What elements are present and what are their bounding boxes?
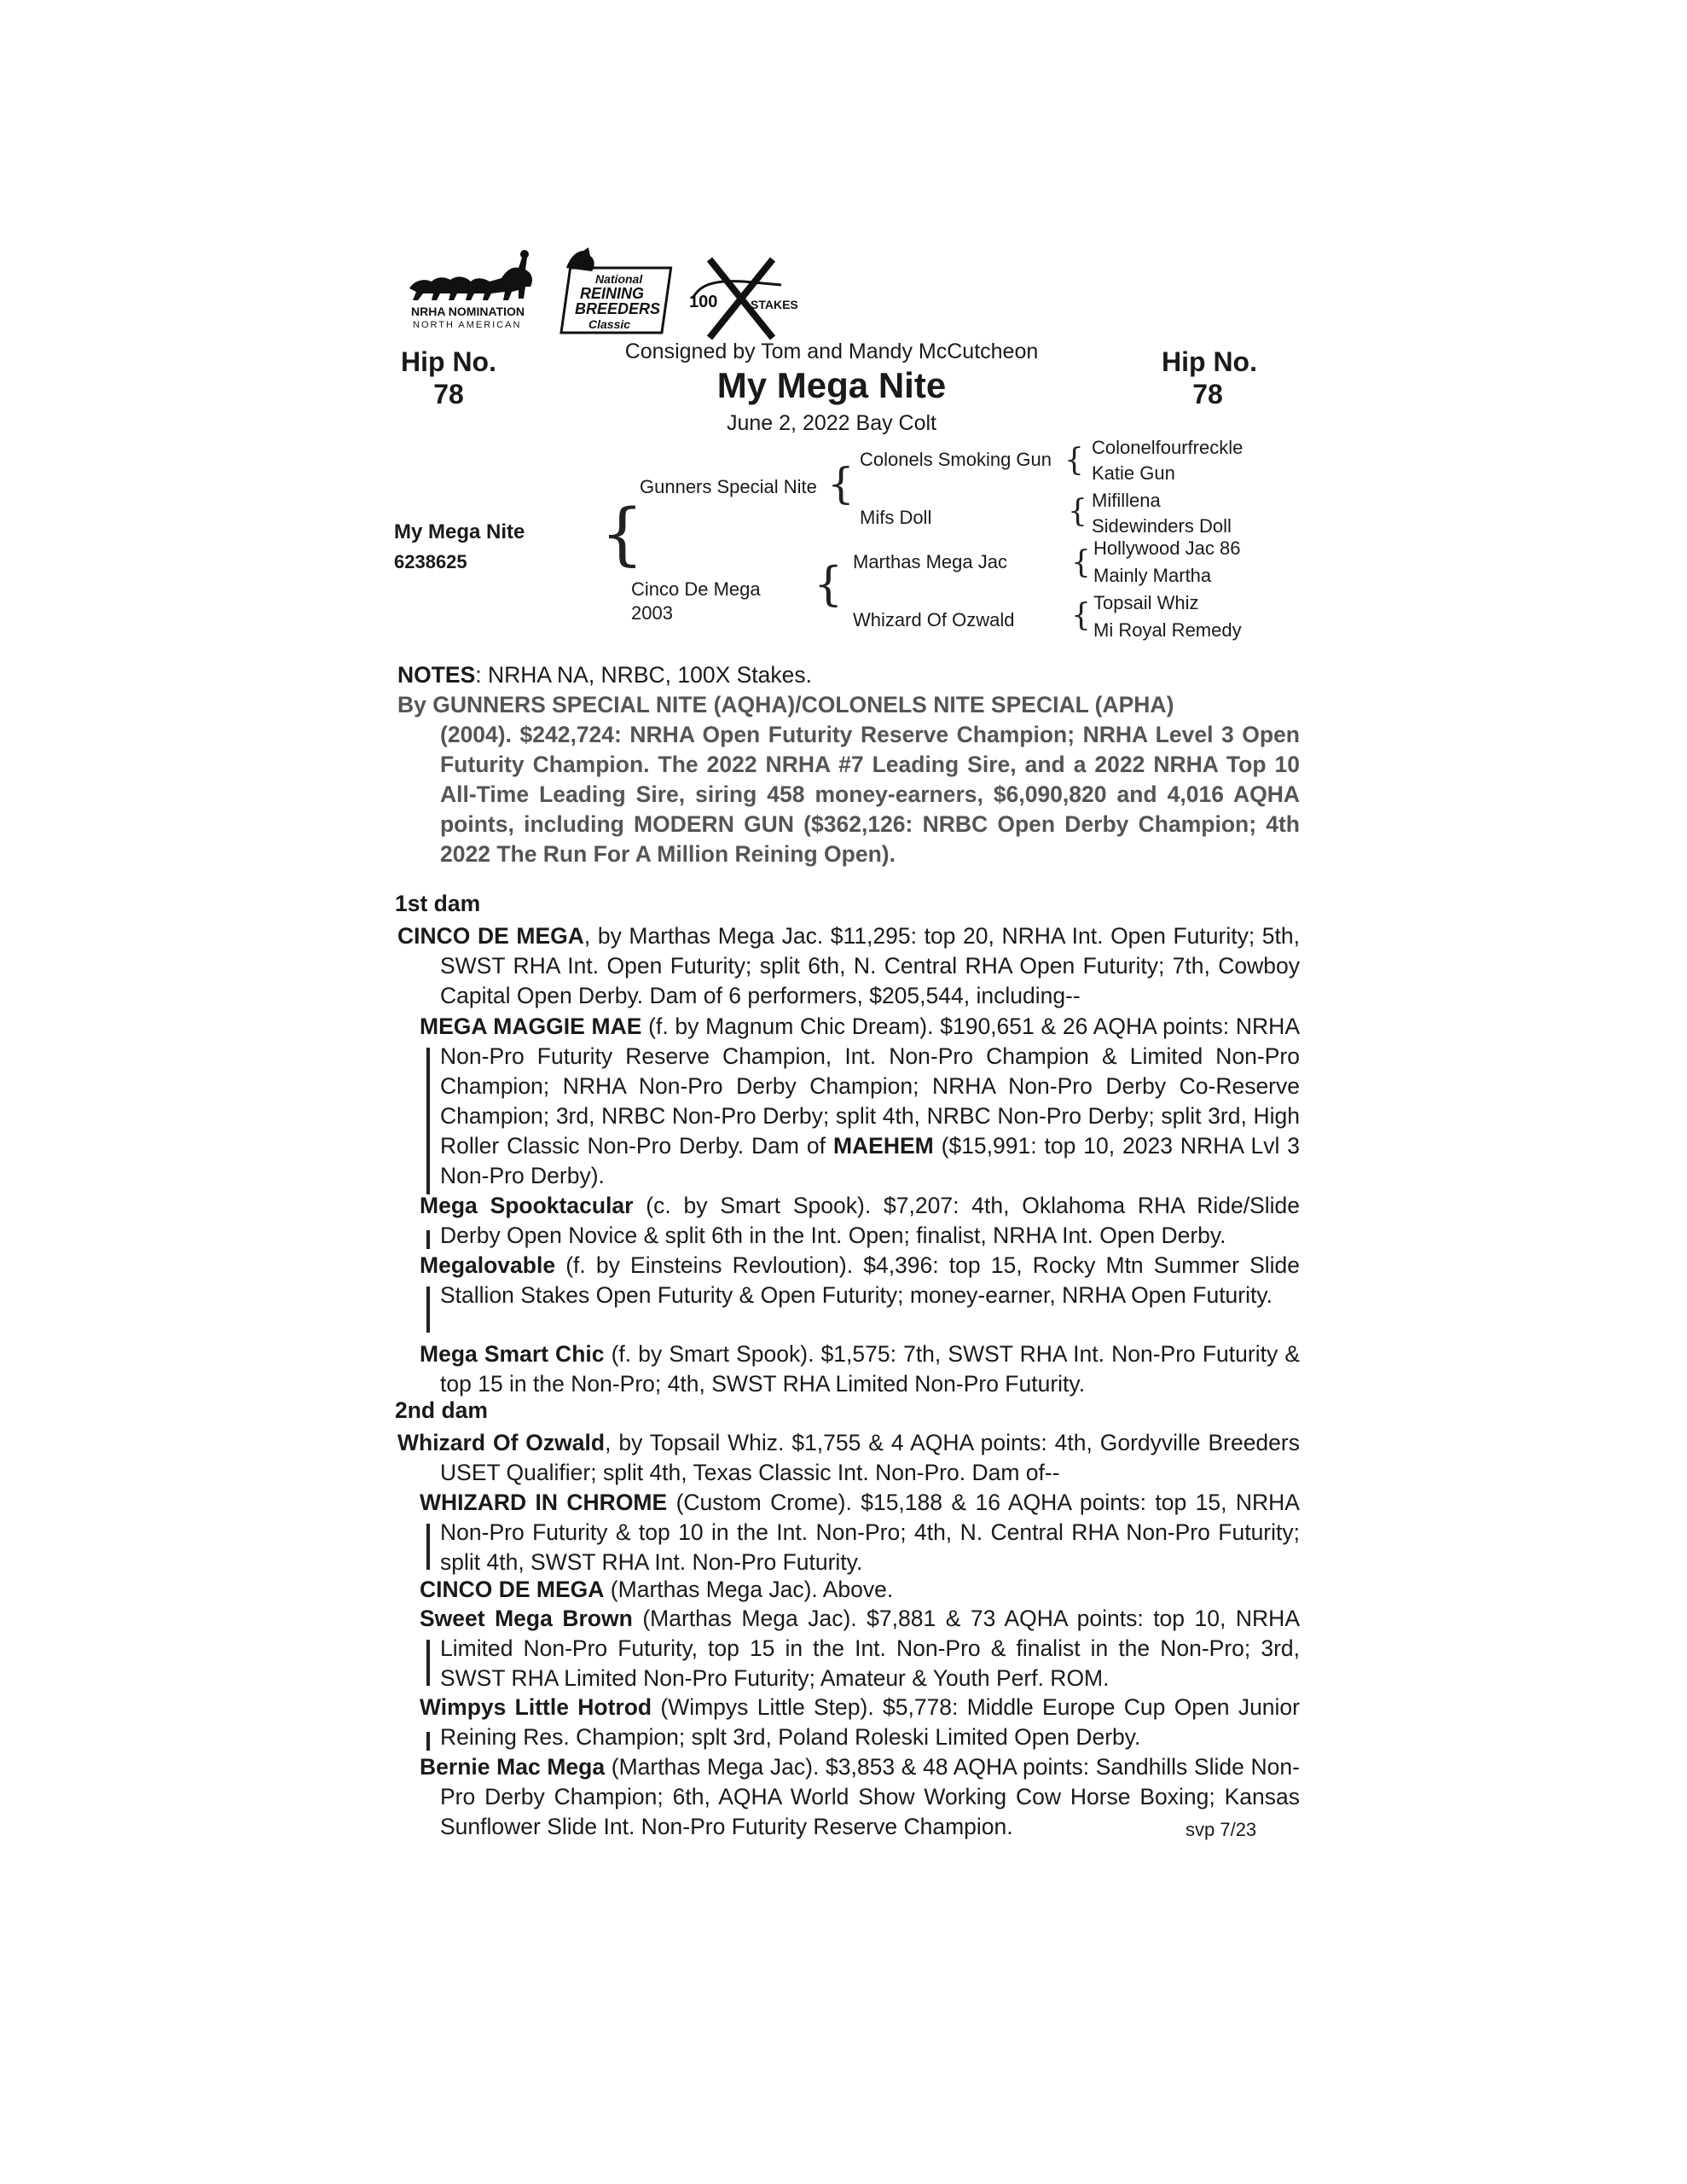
sire-name: Gunners Special Nite — [640, 476, 817, 497]
100x-logo-number: 100 — [689, 293, 718, 311]
brace-ss: { — [1064, 443, 1084, 478]
ds-dam-name: Mainly Martha — [1093, 565, 1212, 586]
produce-item — [420, 1693, 1300, 1752]
produce-1-offspring: MAEHEM — [832, 1133, 934, 1159]
produce-6-name: CINCO DE MEGA — [420, 1577, 605, 1602]
produce-5-name: WHIZARD IN CHROME — [420, 1490, 668, 1515]
brace-ds: { — [1071, 545, 1091, 580]
nrha-logo-line2: NORTH AMERICAN — [413, 320, 522, 330]
sire-para-rest: (2004). $242,724: NRHA Open Futurity Reserve Champion; NRHA Level 3 Open Futurity Champion. The 2022 NRHA #7 Leading Sire, and a 2022 NRHA Top 10 All-Time Leading Sire, siring 458 money-earners, $6,090,820 and 4,016 AQHA points, including MODERN GUN ($362,126: NRBC Open Derby Champion; 4th 2022 The Run For A Million Reining Open). — [440, 722, 1300, 867]
subject-registration: 6238625 — [394, 551, 467, 572]
hip-number-right: 78 — [1192, 379, 1223, 410]
produce-5-text: (Custom Crome). $15,188 & 16 AQHA points: top 15, NRHA Non-Pro Futurity & top 10 in the Int. Non-Pro; 4th, N. Central RHA Non-Pro Futurity; split 4th, SWST RHA Int. Non-Pro Futurity. — [440, 1490, 1300, 1575]
produce-1-bar — [426, 1048, 430, 1194]
produce-3-text: (f. by Einsteins Revloution). $4,396: top 15, Rocky Mtn Summer Slide Stallion Stakes Open Futurity & Open Futurity; money-earner, NRHA Open Futurity. — [440, 1252, 1300, 1308]
produce-item — [420, 1752, 1300, 1842]
produce-6-text: (Marthas Mega Jac). Above. — [604, 1577, 894, 1602]
produce-8-text: (Wimpys Little Step). $5,778: Middle Europe Cup Open Junior Reining Res. Champion; splt 3rd, Poland Roleski Limited Open Derby. — [440, 1694, 1300, 1750]
produce-item — [420, 1191, 1300, 1251]
produce-1-name: MEGA MAGGIE MAE — [420, 1014, 642, 1039]
sire-sire-name: Colonels Smoking Gun — [860, 449, 1052, 470]
sire-para-line1: By GUNNERS SPECIAL NITE (AQHA)/COLONELS NITE SPECIAL (APHA) — [397, 692, 1174, 717]
produce-8-bar — [426, 1732, 430, 1751]
footer-code: svp 7/23 — [1186, 1819, 1257, 1840]
produce-4-text: (f. by Smart Spook). $1,575: 7th, SWST RHA Int. Non-Pro Futurity & top 15 in the Non-Pro; 4th, SWST RHA Limited Non-Pro Futurity. — [440, 1341, 1300, 1397]
second-dam-paragraph — [397, 1428, 1300, 1488]
sire-paragraph — [397, 690, 1300, 869]
brace-sire: { — [827, 459, 855, 508]
subject-name: My Mega Nite — [394, 520, 525, 543]
produce-4-name: Mega Smart Chic — [420, 1341, 605, 1367]
produce-3-name: Megalovable — [420, 1252, 556, 1278]
produce-7-name: Sweet Mega Brown — [420, 1606, 633, 1631]
dd-sire-name: Topsail Whiz — [1093, 592, 1199, 613]
produce-1-text: (f. by Magnum Chic Dream). $190,651 & 26 AQHA points: NRHA Non-Pro Futurity Reserve Champion, Int. Non-Pro Champion & Limited Non-Pro Champion; NRHA Non-Pro Derby Champion; NRHA Non-Pro Derby Co-Reserve Champion; 3rd, NRBC Non-Pro Derby; split 4th, NRBC Non-Pro Derby; split 3rd, High Roller Classic Non-Pro Derby. Dam of — [440, 1014, 1300, 1159]
brace-subject: { — [600, 494, 644, 573]
brace-dam: { — [814, 557, 844, 611]
second-dam-name: Whizard Of Ozwald — [397, 1430, 606, 1455]
hip-number-left: 78 — [433, 379, 464, 410]
produce-7-bar — [426, 1640, 430, 1686]
ds-sire-name: Hollywood Jac 86 — [1093, 537, 1241, 559]
produce-1-text2: ($15,991: top 10, 2023 NRHA Lvl 3 Non-Pro Derby). — [440, 1133, 1300, 1188]
logo-strip — [406, 247, 807, 343]
dam-year: 2003 — [631, 602, 673, 624]
produce-5-bar — [426, 1524, 430, 1570]
hip-label-left: Hip No. — [401, 346, 496, 377]
dd-dam-name: Mi Royal Remedy — [1093, 619, 1242, 641]
sd-sire-name: Mifillena — [1092, 490, 1161, 511]
foaling-info: June 2, 2022 Bay Colt — [727, 411, 936, 435]
sire-dam-name: Mifs Doll — [860, 507, 932, 528]
produce-2-name: Mega Spooktacular — [420, 1193, 634, 1218]
produce-2-bar — [426, 1230, 430, 1249]
first-dam-name: CINCO DE MEGA — [397, 923, 584, 949]
dam-sire-name: Marthas Mega Jac — [853, 551, 1007, 572]
sd-dam-name: Sidewinders Doll — [1092, 515, 1232, 537]
notes-label: NOTES — [397, 662, 476, 688]
first-dam-text: , by Marthas Mega Jac. $11,295: top 20, NRHA Int. Open Futurity; 5th, SWST RHA Int. Open Futurity; split 6th, N. Central RHA Open Futurity; 7th, Cowboy Capital Open Derby. Dam of 6 performers, $205,544, including-- — [440, 923, 1300, 1008]
notes-text: : NRHA NA, NRBC, 100X Stakes. — [475, 662, 812, 688]
produce-item — [420, 1488, 1300, 1577]
nrha-horses-icon — [409, 250, 532, 300]
nrbc-logo-line3: BREEDERS — [575, 300, 661, 317]
dam-name: Cinco De Mega — [631, 578, 761, 600]
nrbc-logo-line1: National — [595, 272, 643, 286]
produce-item — [420, 1604, 1300, 1693]
produce-item — [420, 1012, 1300, 1191]
produce-item — [420, 1339, 1300, 1399]
produce-7-text: (Marthas Mega Jac). $7,881 & 73 AQHA points: top 10, NRHA Limited Non-Pro Futurity, top 15 in the Int. Non-Pro & finalist in the Non-Pro; 3rd, SWST RHA Limited Non-Pro Futurity; Amateur & Youth Perf. ROM. — [440, 1606, 1300, 1691]
horse-title: My Mega Nite — [716, 365, 947, 405]
notes-line — [397, 660, 1301, 690]
100x-logo-word: STAKES — [751, 298, 798, 311]
first-dam-paragraph — [397, 921, 1300, 1011]
sponsor-logos — [406, 247, 807, 343]
brace-sd: { — [1068, 494, 1087, 529]
ss-dam-name: Katie Gun — [1092, 462, 1175, 484]
second-dam-text: , by Topsail Whiz. $1,755 & 4 AQHA points: 4th, Gordyville Breeders USET Qualifier; split 4th, Texas Classic Int. Non-Pro. Dam of-- — [440, 1430, 1300, 1485]
produce-item — [420, 1575, 1300, 1605]
hip-label-right: Hip No. — [1162, 346, 1257, 377]
dam-dam-name: Whizard Of Ozwald — [853, 609, 1015, 630]
ss-sire-name: Colonelfourfreckle — [1092, 437, 1244, 458]
nrbc-logo-line2: REINING — [580, 285, 645, 302]
consigned-by: Consigned by Tom and Mandy McCutcheon — [624, 340, 1039, 363]
first-dam-heading: 1st dam — [395, 891, 481, 916]
produce-8-name: Wimpys Little Hotrod — [420, 1694, 652, 1720]
produce-item — [420, 1251, 1300, 1310]
nrha-logo-line1: NRHA NOMINATION — [411, 305, 525, 318]
produce-3-bar — [426, 1287, 430, 1333]
nrbc-logo-line4: Classic — [588, 317, 631, 331]
brace-dd: { — [1071, 598, 1091, 633]
produce-9-name: Bernie Mac Mega — [420, 1754, 606, 1780]
produce-9-text: (Marthas Mega Jac). $3,853 & 48 AQHA points: Sandhills Slide Non-Pro Derby Champion; 6th, AQHA World Show Working Cow Horse Boxing; Kansas Sunflower Slide Int. Non-Pro Futurity Reserve Champion. — [440, 1754, 1300, 1839]
second-dam-heading: 2nd dam — [395, 1397, 488, 1423]
produce-2-text: (c. by Smart Spook). $7,207: 4th, Oklahoma RHA Ride/Slide Derby Open Novice & split 6th in the Int. Open; finalist, NRHA Int. Open Derby. — [440, 1193, 1300, 1248]
